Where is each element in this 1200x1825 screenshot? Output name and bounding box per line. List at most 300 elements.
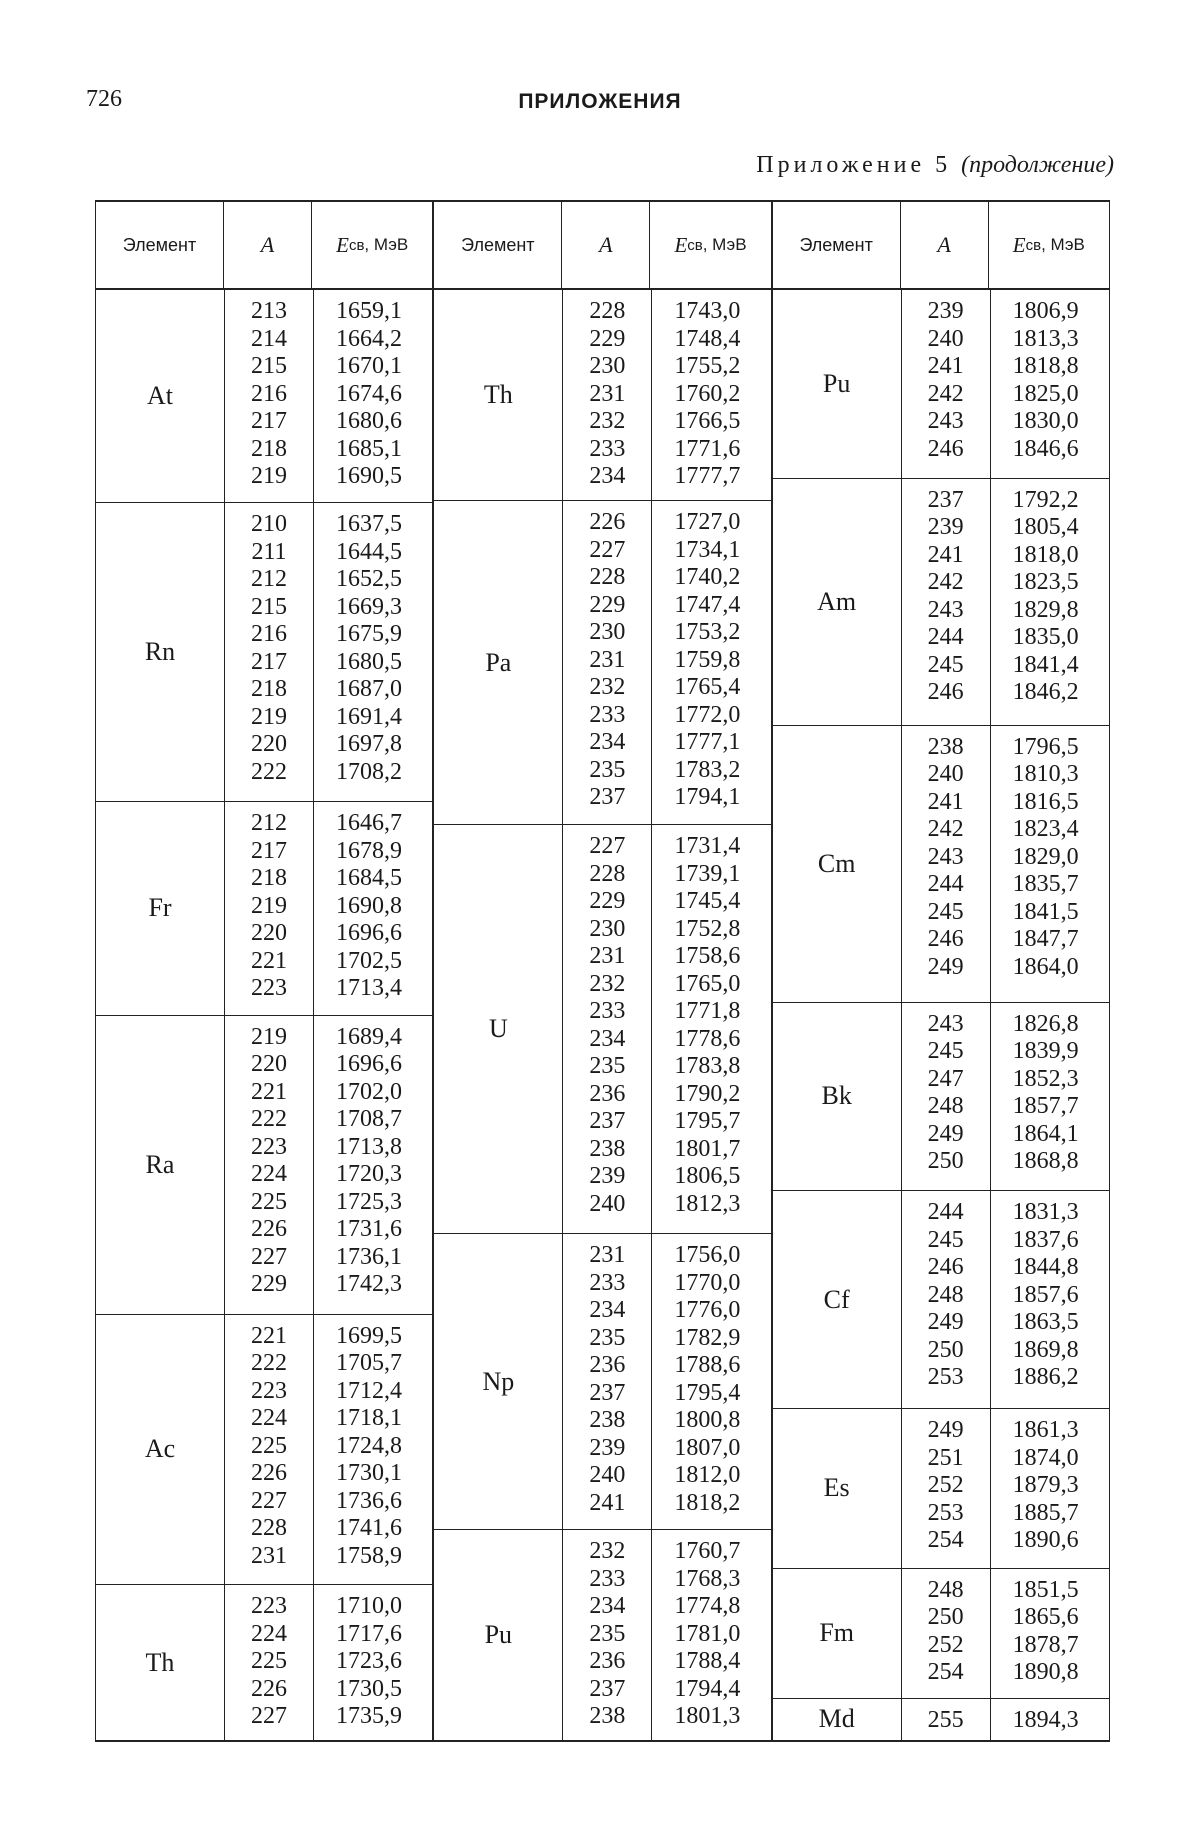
binding-energy-cell: 1713,4 <box>336 975 402 1002</box>
binding-energy-cell: 1742,3 <box>336 1271 402 1298</box>
binding-energy-cell: 1800,8 <box>674 1407 741 1434</box>
mass-number-cell: 214 <box>251 325 287 352</box>
binding-energy-column <box>991 1011 1109 1187</box>
mass-number-cell: 251 <box>927 1444 964 1471</box>
binding-energy-cell: 1868,8 <box>1012 1148 1079 1175</box>
header-row <box>434 202 770 290</box>
mass-number-cell: 220 <box>251 920 287 947</box>
mass-number-cell: 252 <box>927 1472 964 1499</box>
binding-energy-cell: 1837,6 <box>1012 1226 1079 1253</box>
mass-number-cell: 224 <box>251 1161 287 1188</box>
header-binding-energy <box>650 202 770 288</box>
element-symbol: Np <box>434 1234 563 1529</box>
element-group <box>773 1699 1109 1740</box>
binding-energy-cell: 1768,3 <box>674 1565 741 1592</box>
binding-energy-cell: 1669,3 <box>336 593 402 620</box>
binding-energy-cell: 1772,0 <box>674 701 741 728</box>
binding-energy-column <box>991 1707 1109 1736</box>
binding-energy-cell: 1670,1 <box>336 353 402 379</box>
element-group <box>773 1569 1109 1699</box>
mass-number-cell: 225 <box>251 1432 287 1459</box>
binding-energy-cell: 1874,0 <box>1012 1444 1079 1471</box>
energy-subscript: св <box>687 236 703 254</box>
binding-energy-cell: 1801,7 <box>674 1135 741 1162</box>
mass-number-cell: 215 <box>251 593 287 620</box>
binding-energy-table <box>95 200 1110 1742</box>
binding-energy-cell: 1865,6 <box>1012 1604 1079 1631</box>
mass-number-cell: 253 <box>927 1364 964 1391</box>
table-panel <box>432 202 770 1740</box>
mass-number-cell: 233 <box>589 998 626 1025</box>
mass-number-cell: 237 <box>589 1675 626 1702</box>
mass-number-cell: 243 <box>927 596 964 623</box>
mass-number-cell: 254 <box>927 1659 964 1686</box>
mass-number-cell: 227 <box>589 833 626 860</box>
mass-number-cell: 231 <box>589 646 626 673</box>
mass-number-cell: 236 <box>589 1648 626 1674</box>
mass-number-cell: 241 <box>927 353 964 379</box>
binding-energy-column <box>314 1593 432 1736</box>
binding-energy-cell: 1760,2 <box>674 380 741 407</box>
element-symbol: Ac <box>96 1315 225 1584</box>
binding-energy-cell: 1818,8 <box>1012 353 1079 379</box>
binding-energy-cell: 1678,9 <box>336 837 402 864</box>
element-symbol: Rn <box>96 503 225 801</box>
binding-energy-cell: 1844,8 <box>1012 1254 1079 1281</box>
binding-energy-cell: 1752,8 <box>674 915 741 942</box>
mass-number-cell: 235 <box>589 756 626 783</box>
binding-energy-cell: 1818,0 <box>1012 541 1079 568</box>
binding-energy-cell: 1864,0 <box>1012 953 1079 980</box>
mass-number-cell: 222 <box>251 1350 287 1377</box>
mass-number-cell: 226 <box>251 1216 287 1243</box>
binding-energy-cell: 1755,2 <box>674 353 741 379</box>
mass-number-cell: 238 <box>589 1135 626 1162</box>
mass-number-cell: 217 <box>251 648 287 675</box>
binding-energy-cell: 1702,5 <box>336 947 402 974</box>
binding-energy-cell: 1829,8 <box>1012 596 1079 623</box>
binding-energy-cell: 1857,6 <box>1012 1281 1079 1308</box>
mass-number-cell: 229 <box>589 325 626 352</box>
mass-number-cell: 226 <box>251 1460 287 1487</box>
element-group <box>434 501 770 825</box>
mass-number-cell: 229 <box>589 591 626 618</box>
mass-number-column <box>225 1315 314 1584</box>
binding-energy-cell: 1890,6 <box>1012 1527 1079 1554</box>
binding-energy-cell: 1770,0 <box>674 1269 741 1296</box>
binding-energy-cell: 1841,4 <box>1012 651 1079 678</box>
mass-number-cell: 246 <box>927 435 964 462</box>
binding-energy-cell: 1760,7 <box>674 1538 741 1564</box>
mass-number-cell: 220 <box>251 731 287 758</box>
binding-energy-cell: 1696,6 <box>336 1051 402 1078</box>
binding-energy-cell: 1788,4 <box>674 1648 741 1674</box>
binding-energy-cell: 1731,6 <box>336 1216 402 1243</box>
binding-energy-column <box>314 810 432 1010</box>
binding-energy-cell: 1777,7 <box>674 463 741 489</box>
mass-number-cell: 231 <box>251 1542 287 1569</box>
binding-energy-column <box>991 487 1109 721</box>
mass-number-cell: 211 <box>251 538 287 565</box>
binding-energy-cell: 1690,8 <box>336 892 402 919</box>
binding-energy-cell: 1739,1 <box>674 860 741 887</box>
mass-number-cell: 240 <box>589 1190 626 1217</box>
mass-number-cell: 249 <box>927 1417 964 1444</box>
binding-energy-cell: 1878,7 <box>1012 1631 1079 1658</box>
mass-number-cell: 242 <box>927 816 964 843</box>
binding-energy-cell: 1890,8 <box>1012 1659 1079 1686</box>
mass-number-cell: 219 <box>251 1023 287 1050</box>
element-symbol: Fr <box>96 802 225 1014</box>
element-group <box>96 1016 432 1315</box>
mass-number-cell: 243 <box>927 1010 964 1037</box>
binding-energy-cell: 1758,9 <box>336 1542 402 1569</box>
mass-number-cell: 219 <box>251 703 287 730</box>
caption-main: Приложение 5 <box>756 152 952 178</box>
mass-number-cell: 218 <box>251 676 287 703</box>
mass-number-cell: 250 <box>927 1604 964 1631</box>
energy-subscript: св <box>1025 236 1042 254</box>
mass-number-column <box>902 1409 991 1567</box>
mass-number-cell: 216 <box>251 380 287 407</box>
binding-energy-cell: 1818,2 <box>674 1489 741 1516</box>
mass-number-cell: 249 <box>927 953 964 980</box>
mass-number-cell: 254 <box>927 1527 964 1554</box>
binding-energy-cell: 1879,3 <box>1012 1472 1079 1499</box>
mass-number-cell: 232 <box>589 408 626 434</box>
binding-energy-cell: 1852,3 <box>1012 1065 1079 1092</box>
binding-energy-cell: 1835,0 <box>1012 624 1079 651</box>
mass-number-cell: 234 <box>589 729 626 755</box>
binding-energy-cell: 1861,3 <box>1012 1417 1079 1444</box>
binding-energy-cell: 1705,7 <box>336 1350 402 1377</box>
mass-number-cell: 234 <box>589 1593 626 1619</box>
binding-energy-cell: 1756,0 <box>674 1242 741 1269</box>
mass-number-cell: 223 <box>251 1593 287 1619</box>
mass-number-cell: 217 <box>251 837 287 864</box>
mass-number-cell: 240 <box>927 325 964 352</box>
mass-number-cell: 233 <box>589 435 626 462</box>
binding-energy-cell: 1766,5 <box>674 408 741 434</box>
element-group <box>773 726 1109 1003</box>
binding-energy-cell: 1812,0 <box>674 1462 741 1489</box>
element-symbol: Th <box>96 1585 225 1740</box>
binding-energy-column <box>652 509 770 820</box>
binding-energy-cell: 1831,3 <box>1012 1199 1079 1226</box>
mass-number-cell: 220 <box>251 1051 287 1078</box>
mass-number-cell: 234 <box>589 463 626 489</box>
binding-energy-cell: 1730,1 <box>336 1460 402 1487</box>
mass-number-cell: 231 <box>589 1242 626 1269</box>
mass-number-cell: 248 <box>927 1576 964 1603</box>
binding-energy-cell: 1869,8 <box>1012 1336 1079 1363</box>
mass-number-cell: 240 <box>589 1462 626 1489</box>
mass-number-cell: 232 <box>589 674 626 700</box>
binding-energy-column <box>314 298 432 498</box>
mass-number-cell: 246 <box>927 1254 964 1281</box>
mass-number-column <box>225 1585 314 1740</box>
mass-number-cell: 236 <box>589 1352 626 1379</box>
mass-number-cell: 224 <box>251 1620 287 1647</box>
mass-number-cell: 239 <box>589 1434 626 1461</box>
binding-energy-cell: 1816,5 <box>1012 788 1079 815</box>
mass-number-cell: 237 <box>589 784 626 810</box>
binding-energy-cell: 1684,5 <box>336 865 402 892</box>
mass-number-cell: 224 <box>251 1405 287 1432</box>
binding-energy-cell: 1745,4 <box>674 888 741 915</box>
binding-energy-cell: 1783,8 <box>674 1053 741 1080</box>
mass-number-cell: 231 <box>589 943 626 970</box>
mass-number-cell: 223 <box>251 1133 287 1160</box>
mass-number-cell: 242 <box>927 380 964 407</box>
table-panel <box>771 202 1109 1740</box>
energy-unit: , МэВ <box>1041 235 1085 254</box>
binding-energy-cell: 1835,7 <box>1012 871 1079 898</box>
table-panel <box>96 202 432 1740</box>
header-mass-number: A <box>901 202 989 288</box>
binding-energy-cell: 1813,3 <box>1012 325 1079 352</box>
binding-energy-cell: 1724,8 <box>336 1432 402 1459</box>
mass-number-cell: 215 <box>251 353 287 379</box>
binding-energy-cell: 1685,1 <box>336 435 402 462</box>
binding-energy-cell: 1806,9 <box>1012 298 1079 324</box>
binding-energy-cell: 1794,4 <box>674 1675 741 1702</box>
binding-energy-cell: 1765,4 <box>674 674 741 700</box>
energy-symbol: E <box>674 232 688 257</box>
binding-energy-column <box>991 1577 1109 1694</box>
mass-number-cell: 219 <box>251 892 287 919</box>
mass-number-column <box>902 1569 991 1698</box>
energy-symbol: E <box>336 232 349 257</box>
element-symbol: Pu <box>773 290 902 478</box>
mass-number-cell: 244 <box>927 1199 964 1226</box>
mass-number-cell: 243 <box>927 843 964 870</box>
binding-energy-cell: 1723,6 <box>336 1648 402 1674</box>
binding-energy-cell: 1697,8 <box>336 731 402 758</box>
binding-energy-cell: 1894,3 <box>1012 1706 1079 1733</box>
energy-unit: , МэВ <box>702 235 747 254</box>
element-group <box>773 1003 1109 1192</box>
binding-energy-cell: 1731,4 <box>674 833 741 860</box>
binding-energy-cell: 1741,6 <box>336 1515 402 1542</box>
binding-energy-cell: 1718,1 <box>336 1405 402 1432</box>
binding-energy-cell: 1812,3 <box>674 1190 741 1217</box>
binding-energy-cell: 1841,5 <box>1012 898 1079 925</box>
binding-energy-cell: 1652,5 <box>336 566 402 593</box>
binding-energy-cell: 1730,5 <box>336 1675 402 1702</box>
mass-number-cell: 232 <box>589 1538 626 1564</box>
binding-energy-cell: 1782,9 <box>674 1324 741 1351</box>
mass-number-cell: 245 <box>927 1226 964 1253</box>
mass-number-column <box>563 1234 652 1529</box>
mass-number-cell: 239 <box>927 298 964 324</box>
binding-energy-cell: 1796,5 <box>1012 733 1079 760</box>
mass-number-column <box>902 290 991 478</box>
binding-energy-cell: 1847,7 <box>1012 926 1079 953</box>
element-group <box>434 1234 770 1530</box>
binding-energy-cell: 1717,6 <box>336 1620 402 1647</box>
mass-number-cell: 228 <box>589 564 626 590</box>
mass-number-cell: 250 <box>927 1148 964 1175</box>
element-group <box>96 1585 432 1740</box>
mass-number-cell: 213 <box>251 298 287 324</box>
header-element: Элемент <box>96 202 224 288</box>
mass-number-column <box>563 290 652 500</box>
binding-energy-cell: 1825,0 <box>1012 380 1079 407</box>
element-group <box>773 1191 1109 1409</box>
mass-number-cell: 212 <box>251 810 287 837</box>
binding-energy-cell: 1708,2 <box>336 758 402 785</box>
binding-energy-cell: 1774,8 <box>674 1593 741 1619</box>
binding-energy-cell: 1740,2 <box>674 564 741 590</box>
mass-number-cell: 244 <box>927 871 964 898</box>
mass-number-cell: 221 <box>251 1322 287 1349</box>
binding-energy-cell: 1795,4 <box>674 1379 741 1406</box>
mass-number-cell: 223 <box>251 975 287 1002</box>
mass-number-cell: 225 <box>251 1188 287 1215</box>
element-group <box>96 290 432 503</box>
mass-number-column <box>225 802 314 1014</box>
binding-energy-cell: 1690,5 <box>336 463 402 489</box>
mass-number-cell: 227 <box>251 1487 287 1514</box>
binding-energy-cell: 1810,3 <box>1012 761 1079 788</box>
header-row <box>96 202 432 290</box>
mass-number-cell: 238 <box>589 1703 626 1729</box>
binding-energy-cell: 1664,2 <box>336 325 402 352</box>
running-head: ПРИЛОЖЕНИЯ <box>518 90 682 113</box>
energy-subscript: св <box>348 236 365 254</box>
binding-energy-cell: 1778,6 <box>674 1025 741 1052</box>
binding-energy-cell: 1829,0 <box>1012 843 1079 870</box>
binding-energy-column <box>652 1242 770 1525</box>
binding-energy-cell: 1747,4 <box>674 591 741 618</box>
mass-number-cell: 222 <box>251 1106 287 1133</box>
mass-number-cell: 235 <box>589 1053 626 1080</box>
mass-number-cell: 240 <box>927 761 964 788</box>
binding-energy-cell: 1781,0 <box>674 1620 741 1647</box>
element-group <box>773 479 1109 726</box>
element-group <box>434 1530 770 1740</box>
element-group <box>434 290 770 501</box>
binding-energy-cell: 1765,0 <box>674 970 741 997</box>
binding-energy-column <box>991 1199 1109 1404</box>
binding-energy-cell: 1771,8 <box>674 998 741 1025</box>
binding-energy-cell: 1708,7 <box>336 1106 402 1133</box>
mass-number-cell: 237 <box>927 486 964 513</box>
binding-energy-cell: 1689,4 <box>336 1023 402 1050</box>
mass-number-cell: 218 <box>251 435 287 462</box>
mass-number-cell: 210 <box>251 511 287 538</box>
binding-energy-column <box>652 833 770 1229</box>
element-symbol: Bk <box>773 1003 902 1191</box>
binding-energy-cell: 1851,5 <box>1012 1576 1079 1603</box>
mass-number-cell: 234 <box>589 1025 626 1052</box>
binding-energy-cell: 1696,6 <box>336 920 402 947</box>
mass-number-cell: 230 <box>589 353 626 379</box>
binding-energy-cell: 1846,6 <box>1012 435 1079 462</box>
binding-energy-cell: 1759,8 <box>674 646 741 673</box>
binding-energy-cell: 1795,7 <box>674 1108 741 1135</box>
caption-note: (продолжение) <box>961 152 1114 178</box>
mass-number-cell: 227 <box>589 536 626 563</box>
mass-number-column <box>902 1191 991 1408</box>
binding-energy-cell: 1727,0 <box>674 509 741 535</box>
binding-energy-cell: 1758,6 <box>674 943 741 970</box>
mass-number-cell: 229 <box>251 1271 287 1298</box>
binding-energy-cell: 1712,4 <box>336 1377 402 1404</box>
energy-symbol: E <box>1012 232 1026 257</box>
binding-energy-cell: 1783,2 <box>674 756 741 783</box>
table-caption <box>756 152 1114 179</box>
mass-number-column <box>563 1530 652 1740</box>
mass-number-cell: 237 <box>589 1108 626 1135</box>
binding-energy-cell: 1659,1 <box>336 298 402 324</box>
mass-number-column <box>225 1016 314 1314</box>
mass-number-column <box>563 825 652 1233</box>
element-symbol: Pa <box>434 501 563 824</box>
page-number: 726 <box>86 86 122 112</box>
mass-number-cell: 249 <box>927 1120 964 1147</box>
binding-energy-cell: 1748,4 <box>674 325 741 352</box>
mass-number-cell: 246 <box>927 926 964 953</box>
binding-energy-cell: 1687,0 <box>336 676 402 703</box>
binding-energy-cell: 1823,4 <box>1012 816 1079 843</box>
binding-energy-cell: 1743,0 <box>674 298 741 324</box>
mass-number-column <box>902 1003 991 1191</box>
header-binding-energy <box>312 202 432 288</box>
element-symbol: Ra <box>96 1016 225 1314</box>
mass-number-cell: 244 <box>927 624 964 651</box>
binding-energy-cell: 1702,0 <box>336 1078 402 1105</box>
mass-number-cell: 226 <box>589 509 626 535</box>
binding-energy-cell: 1776,0 <box>674 1297 741 1324</box>
binding-energy-column <box>991 298 1109 474</box>
mass-number-column <box>225 503 314 801</box>
mass-number-cell: 247 <box>927 1065 964 1092</box>
mass-number-cell: 243 <box>927 408 964 434</box>
mass-number-cell: 246 <box>927 679 964 706</box>
element-symbol: Th <box>434 290 563 500</box>
binding-energy-cell: 1691,4 <box>336 703 402 730</box>
element-group <box>434 825 770 1234</box>
binding-energy-cell: 1735,9 <box>336 1703 402 1729</box>
mass-number-cell: 218 <box>251 865 287 892</box>
binding-energy-cell: 1771,6 <box>674 435 741 462</box>
mass-number-cell: 227 <box>251 1703 287 1729</box>
binding-energy-cell: 1734,1 <box>674 536 741 563</box>
binding-energy-cell: 1680,6 <box>336 408 402 434</box>
mass-number-cell: 233 <box>589 1565 626 1592</box>
mass-number-column <box>225 290 314 502</box>
header-mass-number: A <box>562 202 650 288</box>
mass-number-cell: 255 <box>927 1706 964 1733</box>
mass-number-column <box>563 501 652 824</box>
element-group <box>96 1315 432 1585</box>
mass-number-cell: 225 <box>251 1648 287 1674</box>
binding-energy-cell: 1675,9 <box>336 621 402 648</box>
binding-energy-column <box>652 298 770 496</box>
element-symbol: Am <box>773 479 902 725</box>
binding-energy-cell: 1736,1 <box>336 1243 402 1270</box>
mass-number-cell: 253 <box>927 1499 964 1526</box>
mass-number-cell: 228 <box>589 860 626 887</box>
mass-number-cell: 250 <box>927 1336 964 1363</box>
mass-number-cell: 233 <box>589 701 626 728</box>
binding-energy-cell: 1790,2 <box>674 1080 741 1107</box>
binding-energy-cell: 1805,4 <box>1012 514 1079 541</box>
binding-energy-cell: 1806,5 <box>674 1163 741 1190</box>
binding-energy-cell: 1830,0 <box>1012 408 1079 434</box>
